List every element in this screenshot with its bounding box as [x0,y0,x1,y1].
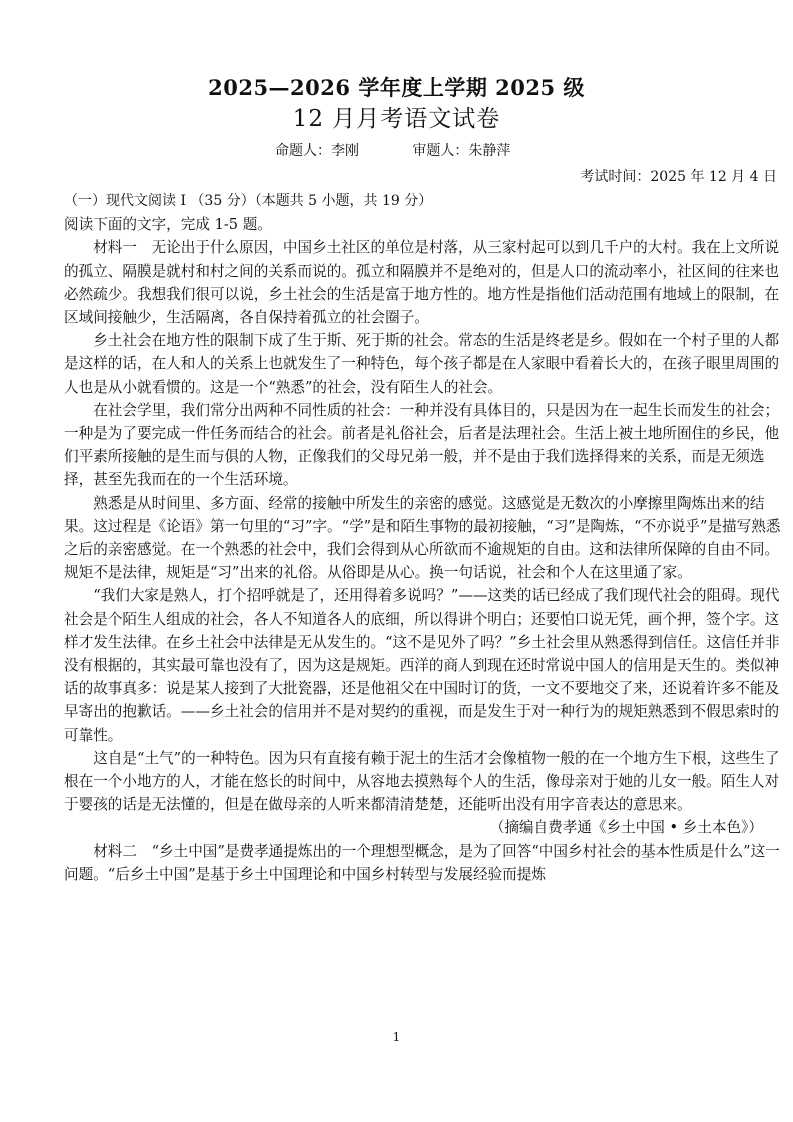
paragraph: 在社会学里，我们常分出两种不同性质的社会：一种并没有具体目的，只是因为在一起生长而发生的社会；一种是为了要完成一件任务而结合的社会。前者是礼俗社会，后者是法理社会。生活上被土地所囿住的乡民，他们平素所接触的是生而与俱的人物，正像我们的父母兄弟一般，并不是由于我们选择得来的关系，而是无须选择，甚至先我而在的一个生活环境。 [64,401,780,489]
section-instruction: 阅读下面的文字，完成 1-5 题。 [64,216,272,234]
source-citation: （摘编自费孝通《乡土中国 • 乡土本色》） [489,819,763,837]
paragraph: 这自是“土气”的一种特色。因为只有直接有赖于泥土的生活才会像植物一般的在一个地方生下根，这些生了根在一个小地方的人，才能在悠长的时间中，从容地去摸熟每个人的生活，像母亲对于她的儿女一般。陌生人对于婴孩的话是无法懂的，但是在做母亲的人听来都清清楚楚，还能听出没有用字音表达的意思来。 [64,749,780,814]
reading-section [64,190,785,886]
page-number: 1 [392,1030,401,1044]
material-two-paragraph: 材料二 “乡土中国”是费孝通提炼出的一个理想型概念，是为了回答“中国乡村社会的基本性质是什么”这一问题。“后乡土中国”是基于乡土中国理论和中国乡村转型与发展经验而提炼 [64,842,780,883]
paragraph: 材料一 无论出于什么原因，中国乡土社区的单位是村落，从三家村起可以到几千户的大村。我在上文所说的孤立、隔膜是就村和村之间的关系而说的。孤立和隔膜并不是绝对的，但是人口的流动率小，社区间的往来也必然疏少。我想我们很可以说，乡土社会的生活是富于地方性的。地方性是指他们活动范围有地域上的限制，在区域间接触少，生活隔离，各自保持着孤立的社会圈子。 [64,239,780,327]
section-heading: （一）现代文阅读 I （35 分）（本题共 5 小题，共 19 分） [64,193,433,209]
exam-title-main: 12 月月考语文试卷 [292,106,501,132]
exam-time: 考试时间：2025 年 12 月 4 日 [580,169,777,185]
exam-authors: 命题人：李刚 审题人：朱静萍 [275,143,511,159]
paragraph: 熟悉是从时间里、多方面、经常的接触中所发生的亲密的感觉。这感觉是无数次的小摩擦里陶炼出来的结果。这过程是《论语》第一句里的“习”字。“学”是和陌生事物的最初接触，“习”是陶炼，“不亦说乎”是描写熟悉之后的亲密感觉。在一个熟悉的社会中，我们会得到从心所欲而不逾规矩的自由。这和法律所保障的自由不同。规矩不是法律，规矩是“习”出来的礼俗。从俗即是从心。换一句话说，社会和个人在这里通了家。 [64,494,781,582]
paragraph: “我们大家是熟人，打个招呼就是了，还用得着多说吗？”——这类的话已经成了我们现代社会的阻碍。现代社会是个陌生人组成的社会，各人不知道各人的底细，所以得讲个明白；还要怕口说无凭，画个押，签个字。这样才发生法律。在乡土社会中法律是无从发生的。“这不是见外了吗？”乡土社会里从熟悉得到信任。这信任并非没有根据的，其实最可靠也没有了，因为这是规矩。西洋的商人到现在还时常说中国人的信用是天生的。类似神话的故事真多：说是某人接到了大批瓷器，还是他祖父在中国时订的货，一文不要地交了来，还说着许多不能及早寄出的抱歉话。——乡土社会的信用并不是对契约的重视，而是发生于对一种行为的规矩熟悉到不假思索时的可靠性。 [64,587,780,744]
paragraph: 乡土社会在地方性的限制下成了生于斯、死于斯的社会。常态的生活是终老是乡。假如在一个村子里的人都是这样的话，在人和人的关系上也就发生了一种特色，每个孩子都是在人家眼中看着长大的，在孩子眼里周围的人也是从小就看惯的。这是一个“熟悉”的社会，没有陌生人的社会。 [64,332,780,396]
exam-title-year: 2025—2026 学年度上学期 2025 级 [208,75,585,100]
